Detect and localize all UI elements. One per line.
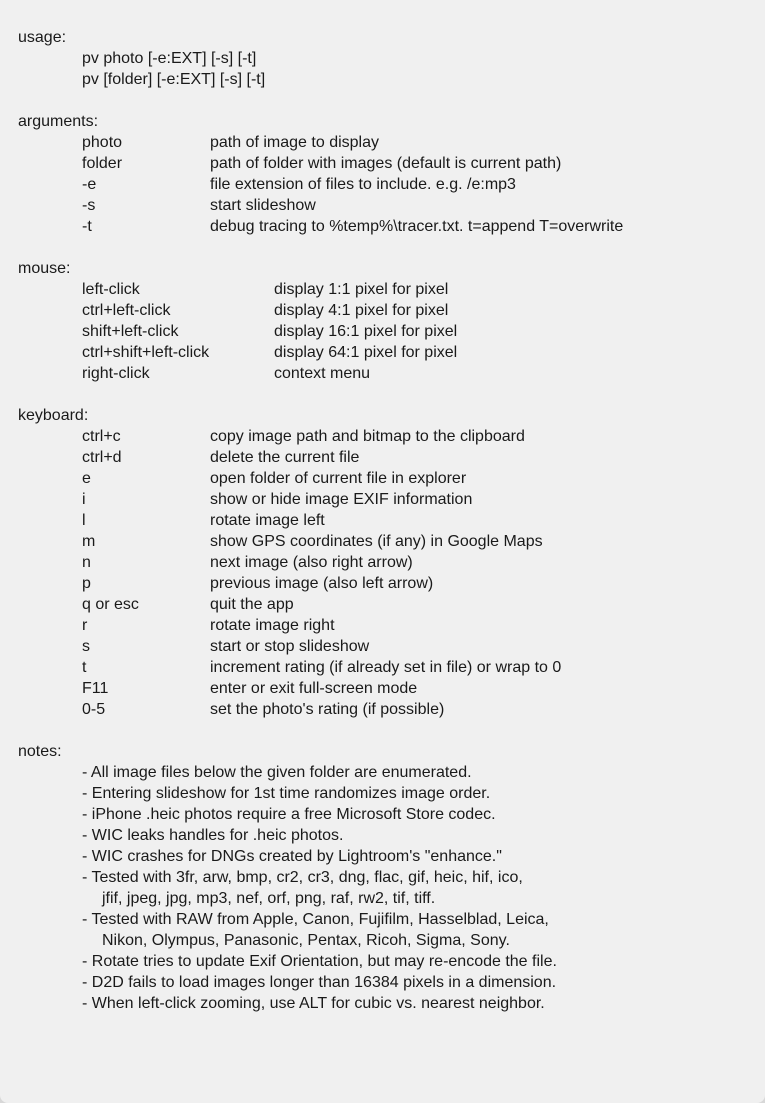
usage-line: pv photo [-e:EXT] [-s] [-t] [82,50,257,67]
keyboard-key: n [82,554,91,571]
keyboard-row [18,678,557,699]
usage-line: pv [folder] [-e:EXT] [-s] [-t] [82,71,266,88]
keyboard-key: r [82,617,88,634]
keyboard-row [18,426,557,447]
keyboard-key: t [82,659,87,676]
argument-row [18,153,562,174]
argument-name: -t [82,218,92,235]
argument-row [18,132,557,153]
usage-heading: usage: [18,29,67,46]
mouse-action: left-click [82,281,140,298]
mouse-action: right-click [82,365,150,382]
note-item: - Tested with 3fr, arw, bmp, cr2, cr3, dng, flac, gif, heic, hif, ico, [82,869,523,886]
argument-description: file extension of files to include. e.g. /e:mp3 [210,176,516,193]
keyboard-heading: keyboard: [18,407,89,424]
argument-description: path of image to display [210,134,379,151]
mouse-heading: mouse: [18,260,71,277]
argument-description: start slideshow [210,197,316,214]
argument-name: photo [82,134,123,151]
keyboard-description: next image (also right arrow) [210,554,413,571]
note-item: - WIC leaks handles for .heic photos. [82,827,344,844]
keyboard-row [18,636,557,657]
keyboard-description: enter or exit full-screen mode [210,680,418,697]
keyboard-description: rotate image left [210,512,325,529]
keyboard-key: e [82,470,91,487]
argument-description: debug tracing to %temp%\tracer.txt. t=append T=overwrite [210,218,624,235]
keyboard-row [18,489,557,510]
note-item: - iPhone .heic photos require a free Microsoft Store codec. [82,806,496,823]
argument-name: folder [82,155,123,172]
mouse-row [18,363,557,384]
keyboard-key: m [82,533,96,550]
keyboard-description: delete the current file [210,449,360,466]
keyboard-key: ctrl+d [82,449,122,466]
keyboard-row [18,531,557,552]
mouse-description: context menu [274,365,371,382]
mouse-row [18,342,557,363]
keyboard-key: s [82,638,90,655]
keyboard-description: quit the app [210,596,294,613]
note-item: - Entering slideshow for 1st time randomizes image order. [82,785,491,802]
mouse-action: ctrl+shift+left-click [82,344,210,361]
mouse-row [18,300,557,321]
keyboard-description: set the photo's rating (if possible) [210,701,445,718]
mouse-description: display 64:1 pixel for pixel [274,344,458,361]
argument-row [18,195,557,216]
argument-description: path of folder with images (default is current path) [210,155,562,172]
mouse-row [18,321,557,342]
keyboard-description: show GPS coordinates (if any) in Google Maps [210,533,543,550]
argument-name: -s [82,197,96,214]
arguments-heading: arguments: [18,113,99,130]
keyboard-row [18,468,557,489]
keyboard-key: 0-5 [82,701,106,718]
keyboard-description: open folder of current file in explorer [210,470,467,487]
keyboard-key: p [82,575,91,592]
note-item: - WIC crashes for DNGs created by Lightroom's "enhance." [82,848,502,865]
keyboard-row [18,615,557,636]
argument-row [18,174,557,195]
keyboard-description: increment rating (if already set in file) or wrap to 0 [210,659,562,676]
keyboard-key: q or esc [82,596,139,613]
keyboard-row [18,447,557,468]
keyboard-description: previous image (also left arrow) [210,575,434,592]
argument-name: -e [82,176,97,193]
note-item: - When left-click zooming, use ALT for cubic vs. nearest neighbor. [82,995,545,1012]
argument-row [18,216,624,237]
keyboard-row [18,594,557,615]
keyboard-row [18,510,557,531]
mouse-description: display 1:1 pixel for pixel [274,281,449,298]
note-item: - All image files below the given folder are enumerated. [82,764,472,781]
keyboard-row [18,552,557,573]
keyboard-description: start or stop slideshow [210,638,370,655]
keyboard-key: i [82,491,86,508]
keyboard-row [18,573,557,594]
note-item: - Tested with RAW from Apple, Canon, Fujifilm, Hasselblad, Leica, [82,911,549,928]
mouse-action: shift+left-click [82,323,179,340]
help-text [18,27,624,1014]
note-continuation: jfif, jpeg, jpg, mp3, nef, orf, png, raf, rw2, tif, tiff. [102,890,436,907]
note-item: - Rotate tries to update Exif Orientation, but may re-encode the file. [82,953,557,970]
mouse-action: ctrl+left-click [82,302,171,319]
notes-heading: notes: [18,743,62,760]
keyboard-key: l [82,512,86,529]
note-continuation: Nikon, Olympus, Panasonic, Pentax, Ricoh, Sigma, Sony. [102,932,510,949]
keyboard-description: show or hide image EXIF information [210,491,473,508]
keyboard-row [18,699,557,720]
mouse-description: display 4:1 pixel for pixel [274,302,449,319]
note-item: - D2D fails to load images longer than 16384 pixels in a dimension. [82,974,557,991]
keyboard-row [18,657,562,678]
mouse-row [18,279,557,300]
keyboard-key: F11 [82,680,109,697]
keyboard-description: rotate image right [210,617,335,634]
keyboard-key: ctrl+c [82,428,121,445]
mouse-description: display 16:1 pixel for pixel [274,323,458,340]
keyboard-description: copy image path and bitmap to the clipboard [210,428,525,445]
